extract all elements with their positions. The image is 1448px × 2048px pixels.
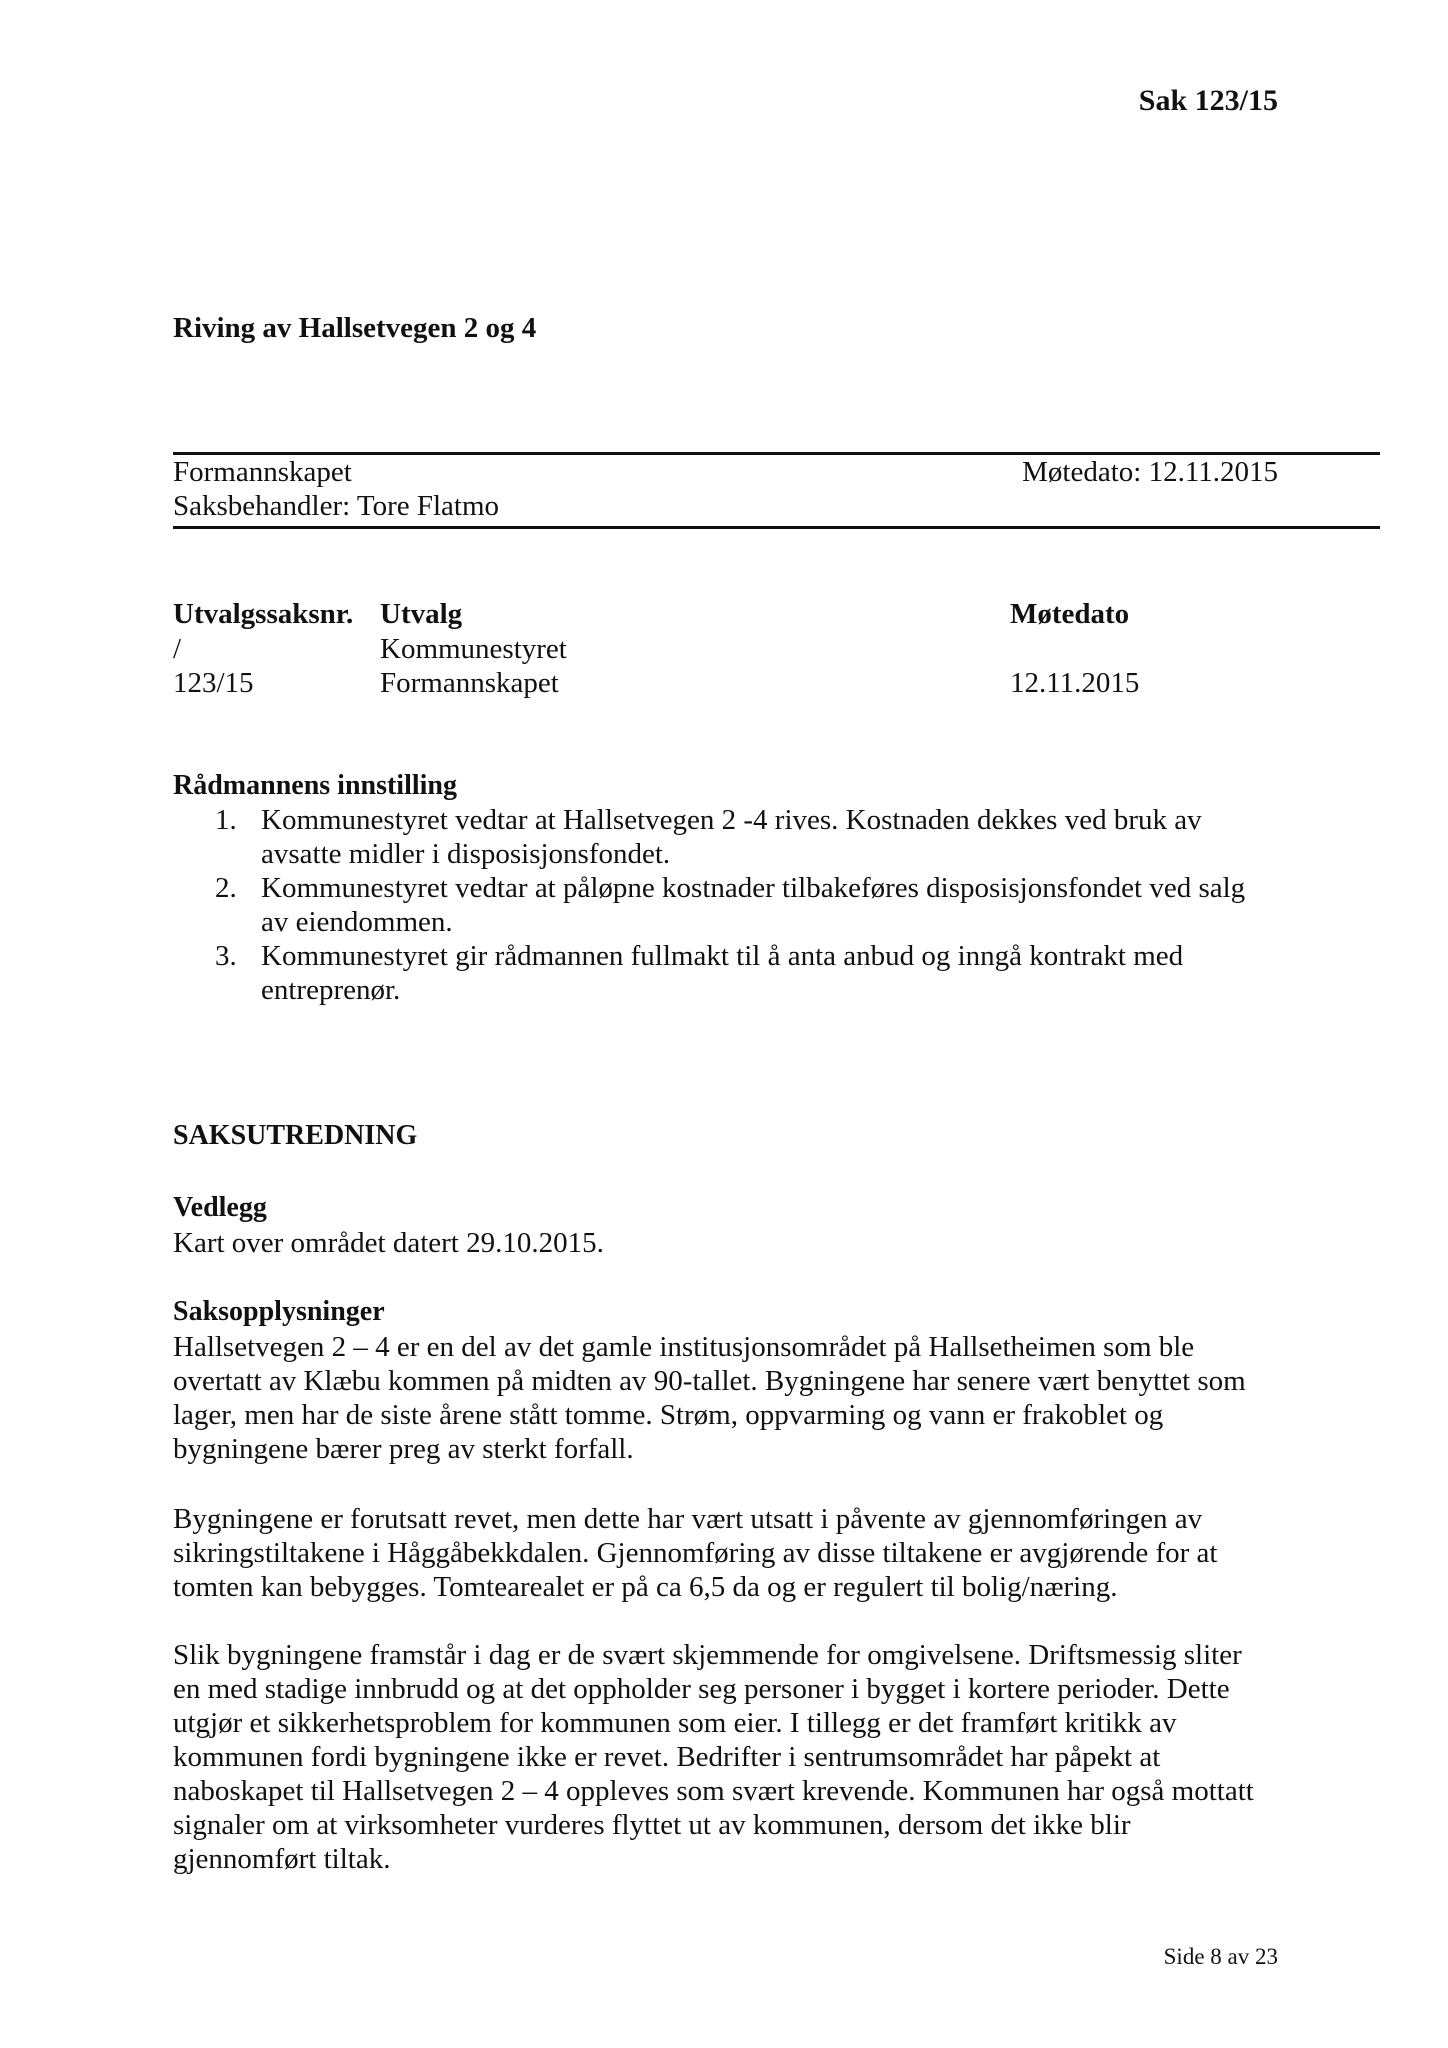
paragraph-line: lager, men har de siste årene stått tomme. Strøm, oppvarming og vann er frakoblet og	[173, 1399, 1164, 1431]
report-heading: SAKSUTREDNING	[173, 1120, 418, 1151]
paragraph-line: kommunen fordi bygningene ikke er revet. Bedrifter i sentrumsområdet har påpekt at	[173, 1741, 1161, 1773]
list-item	[215, 803, 1245, 871]
divider-bottom	[173, 526, 1380, 529]
table-cell: 123/15	[173, 667, 254, 699]
list-item-line: avsatte midler i disposisjonsfondet.	[261, 838, 671, 870]
case-reference: Sak 123/15	[1138, 84, 1278, 117]
list-item-line: Kommunestyret vedtar at Hallsetvegen 2 -4 rives. Kostnaden dekkes ved bruk av	[261, 804, 1202, 836]
paragraph-line: bygningene bærer preg av sterkt forfall.	[173, 1433, 634, 1465]
attachments-heading: Vedlegg	[173, 1192, 267, 1223]
list-item-number: 1.	[215, 804, 237, 836]
paragraph-line: signaler om at virksomheter vurderes flyttet ut av kommunen, dersom det ikke blir	[173, 1809, 1131, 1841]
paragraph-line: gjennomført tiltak.	[173, 1843, 391, 1875]
recommendation-heading: Rådmannens innstilling	[173, 770, 457, 801]
paragraph-line: en med stadige innbrudd og at det oppholder seg personer i bygget i kortere perioder. Dette	[173, 1673, 1230, 1705]
table-cell: Kommunestyret	[380, 633, 567, 665]
paragraph	[173, 1502, 1313, 1604]
paragraph-line: naboskapet til Hallsetvegen 2 – 4 oppleves som svært krevende. Kommunen har også mottatt	[173, 1775, 1254, 1807]
list-item-number: 2.	[215, 872, 237, 904]
list-item-line: Kommunestyret vedtar at påløpne kostnader tilbakeføres disposisjonsfondet ved salg	[261, 872, 1246, 904]
paragraph-line: Bygningene er forutsatt revet, men dette har vært utsatt i påvente av gjennomføringen av	[173, 1503, 1203, 1535]
list-item	[215, 939, 1245, 1007]
paragraph	[173, 1330, 1313, 1466]
list-item-number: 3.	[215, 940, 237, 972]
paragraph-line: utgjør et sikkerhetsproblem for kommunen som eier. I tillegg er det framført kritikk av	[173, 1707, 1177, 1739]
paragraph-line: Slik bygningene framstår i dag er de svært skjemmende for omgivelsene. Driftsmessig sliter	[173, 1639, 1242, 1671]
table-cell: 12.11.2015	[1010, 667, 1140, 699]
paragraph-line: overtatt av Klæbu kommen på midten av 90-tallet. Bygningene har senere vært benyttet som	[173, 1365, 1246, 1397]
list-item-line: entreprenør.	[261, 974, 401, 1006]
facts-heading: Saksopplysninger	[173, 1296, 385, 1327]
document-title: Riving av Hallsetvegen 2 og 4	[173, 312, 537, 344]
page-number: Side 8 av 23	[1163, 1944, 1278, 1969]
table-cell: /	[173, 633, 182, 665]
paragraph-line: tomten kan bebygges. Tomtearealet er på ca 6,5 da og er regulert til bolig/næring.	[173, 1571, 1118, 1603]
recommendation-list	[215, 803, 1245, 1007]
committee-name: Formannskapet	[173, 456, 352, 488]
table-cell: Formannskapet	[380, 667, 559, 699]
paragraph-line: sikringstiltakene i Håggåbekkdalen. Gjennomføring av disse tiltakene er avgjørende for at	[173, 1537, 1218, 1569]
case-handler: Saksbehandler: Tore Flatmo	[173, 490, 500, 522]
list-item-line: av eiendommen.	[261, 906, 453, 938]
paragraph	[173, 1638, 1313, 1876]
attachments-text: Kart over området datert 29.10.2015.	[173, 1227, 604, 1259]
table-header-committee: Utvalg	[380, 598, 463, 630]
table-header-case-number: Utvalgssaksnr.	[173, 598, 354, 630]
list-item	[215, 871, 1245, 939]
divider-top	[173, 452, 1380, 455]
meeting-date: Møtedato: 12.11.2015	[1022, 456, 1278, 488]
table-header-meeting-date: Møtedato	[1010, 598, 1130, 630]
paragraph-line: Hallsetvegen 2 – 4 er en del av det gamle institusjonsområdet på Hallsetheimen som ble	[173, 1331, 1195, 1363]
list-item-line: Kommunestyret gir rådmannen fullmakt til å anta anbud og inngå kontrakt med	[261, 940, 1184, 972]
